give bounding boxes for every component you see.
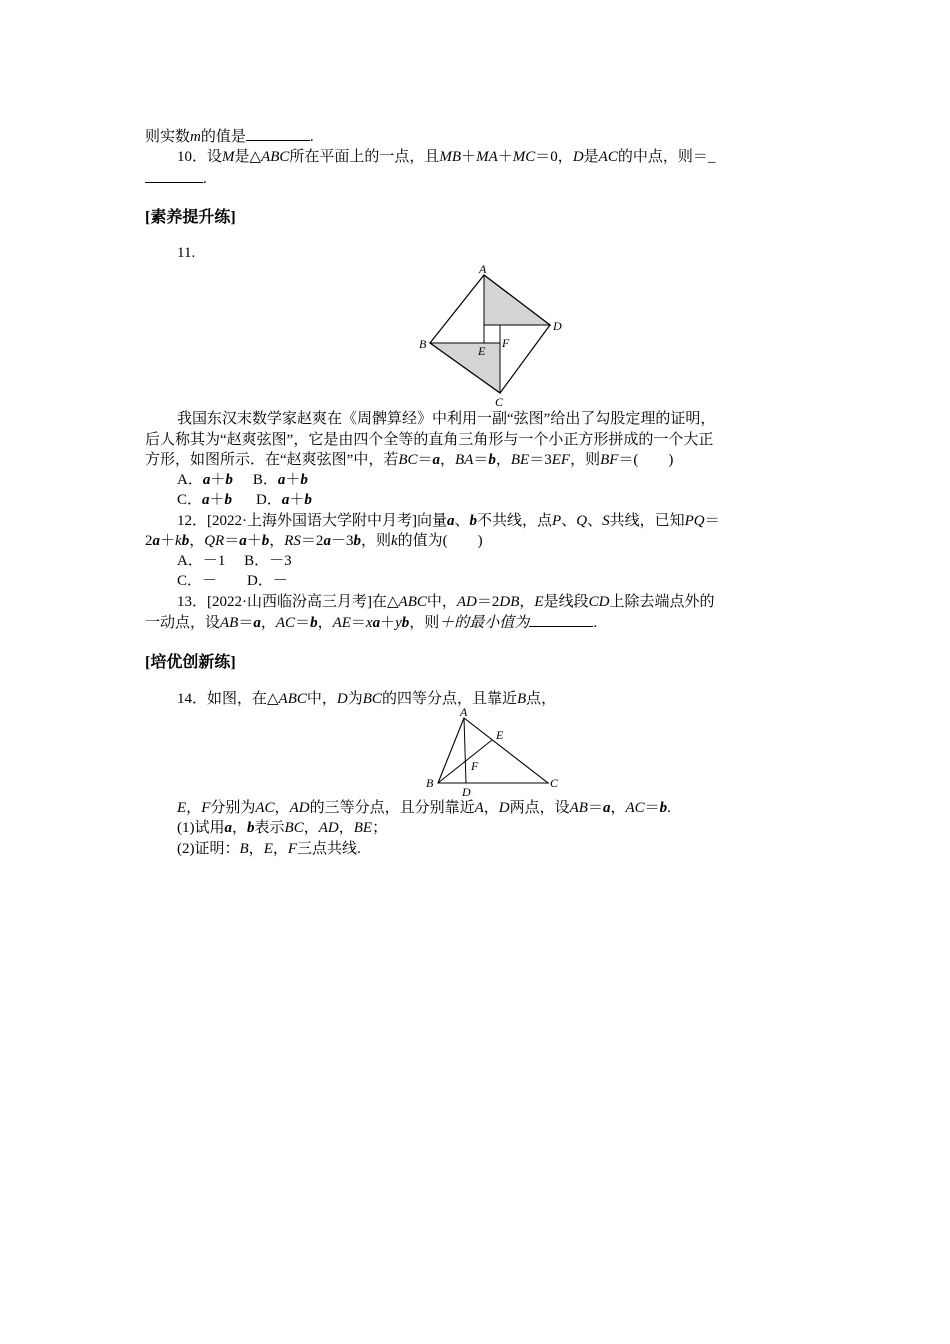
q11-number: 11. (177, 245, 196, 261)
q10-answer-blank (145, 168, 203, 183)
q14-line2: E，F分别为AC，AD的三等分点，且分别靠近A，D两点，设AB＝a，AC＝b. (177, 800, 671, 816)
q9-text: 则实数 (145, 129, 191, 145)
q11-options-ab: A．a＋b B．a＋b (177, 472, 308, 488)
q12-line1: 12．[2022·上海外国语大学附中月考]向量a、b不共线，点P、Q、S共线，已知PQ＝ (177, 513, 720, 529)
q11-label-E: E (478, 344, 486, 358)
q14-label-E: E (496, 728, 504, 742)
q11-option-c[interactable]: C． (177, 492, 203, 508)
q14-line1: 14．如图，在△ABC中，D为BC的四等分点，且靠近B点， (177, 691, 557, 707)
q12-options-ab: A．－1 B．－3 (177, 553, 292, 569)
q9-var-m: m (190, 129, 201, 145)
q9-text: 的值是 (200, 129, 246, 145)
q11-option-b[interactable]: B． (252, 472, 278, 488)
q11-label-F: F (502, 336, 510, 350)
q11-figure-shapes (430, 275, 550, 393)
q12-line2: 2a＋kb，QR＝a＋b，RS＝2a－3b，则k的值为( ) (145, 533, 483, 549)
q14-label-B: B (426, 776, 434, 790)
q14-triangle-abc (438, 718, 548, 783)
q10-line2: . (145, 168, 207, 189)
q11-line3: 方形，如图所示．在“赵爽弦图”中，若BC＝a，BA＝b，BE＝3EF，则BF＝( ) (145, 452, 674, 468)
q14-figure-shapes (438, 718, 548, 783)
q14-label-A: A (460, 706, 468, 719)
q9-tail-line: 则实数m的值是 . (145, 126, 314, 147)
q13-answer-blank (529, 612, 593, 627)
q14-part2: (2)证明：B，E，F三点共线. (177, 841, 361, 857)
q12-options-cd: C．－ D．－ (177, 573, 288, 589)
q11-option-a[interactable]: A． (177, 472, 203, 488)
q14-label-D: D (462, 785, 471, 798)
section-heading-2: [培优创新练] (145, 654, 236, 671)
q11-options-cd: C．a＋b D．a＋b (177, 492, 312, 508)
q11-line1: 我国东汉末数学家赵爽在《周髀算经》中利用一副“弦图”给出了勾股定理的证明， (177, 411, 716, 427)
q14-label-F: F (471, 759, 479, 773)
q11-label-A: A (479, 262, 487, 276)
section-heading-1: [素养提升练] (145, 209, 236, 226)
q14-figure-triangle (420, 706, 565, 798)
q10-line1: 10．设M是△ABC所在平面上的一点，且MB＋MA＋MC＝0，D是AC的中点，则＝_ (177, 149, 716, 165)
q13-line2: 一动点，设AB＝a，AC＝b，AE＝xa＋yb，则＋的最小值为 . (145, 612, 597, 633)
q11-label-B: B (419, 337, 427, 351)
q11-line2: 后人称其为“赵爽弦图”，它是由四个全等的直角三角形与一个小正方形拼成的一个大正 (145, 432, 714, 448)
q14-segment-ad (464, 718, 466, 783)
q13-line1: 13．[2022·山西临汾高三月考]在△ABC中，AD＝2DB，E是线段CD上除去端点外的 (177, 594, 715, 610)
q11-label-C: C (495, 395, 504, 409)
q11-label-D: D (553, 319, 562, 333)
q14-part1: (1)试用a，b表示BC，AD，BE； (177, 820, 388, 836)
q11-figure-zhaoshuang-diagram (416, 262, 566, 410)
q14-label-C: C (550, 776, 559, 790)
q9-answer-blank (246, 126, 310, 141)
q11-option-d[interactable]: D． (256, 492, 282, 508)
